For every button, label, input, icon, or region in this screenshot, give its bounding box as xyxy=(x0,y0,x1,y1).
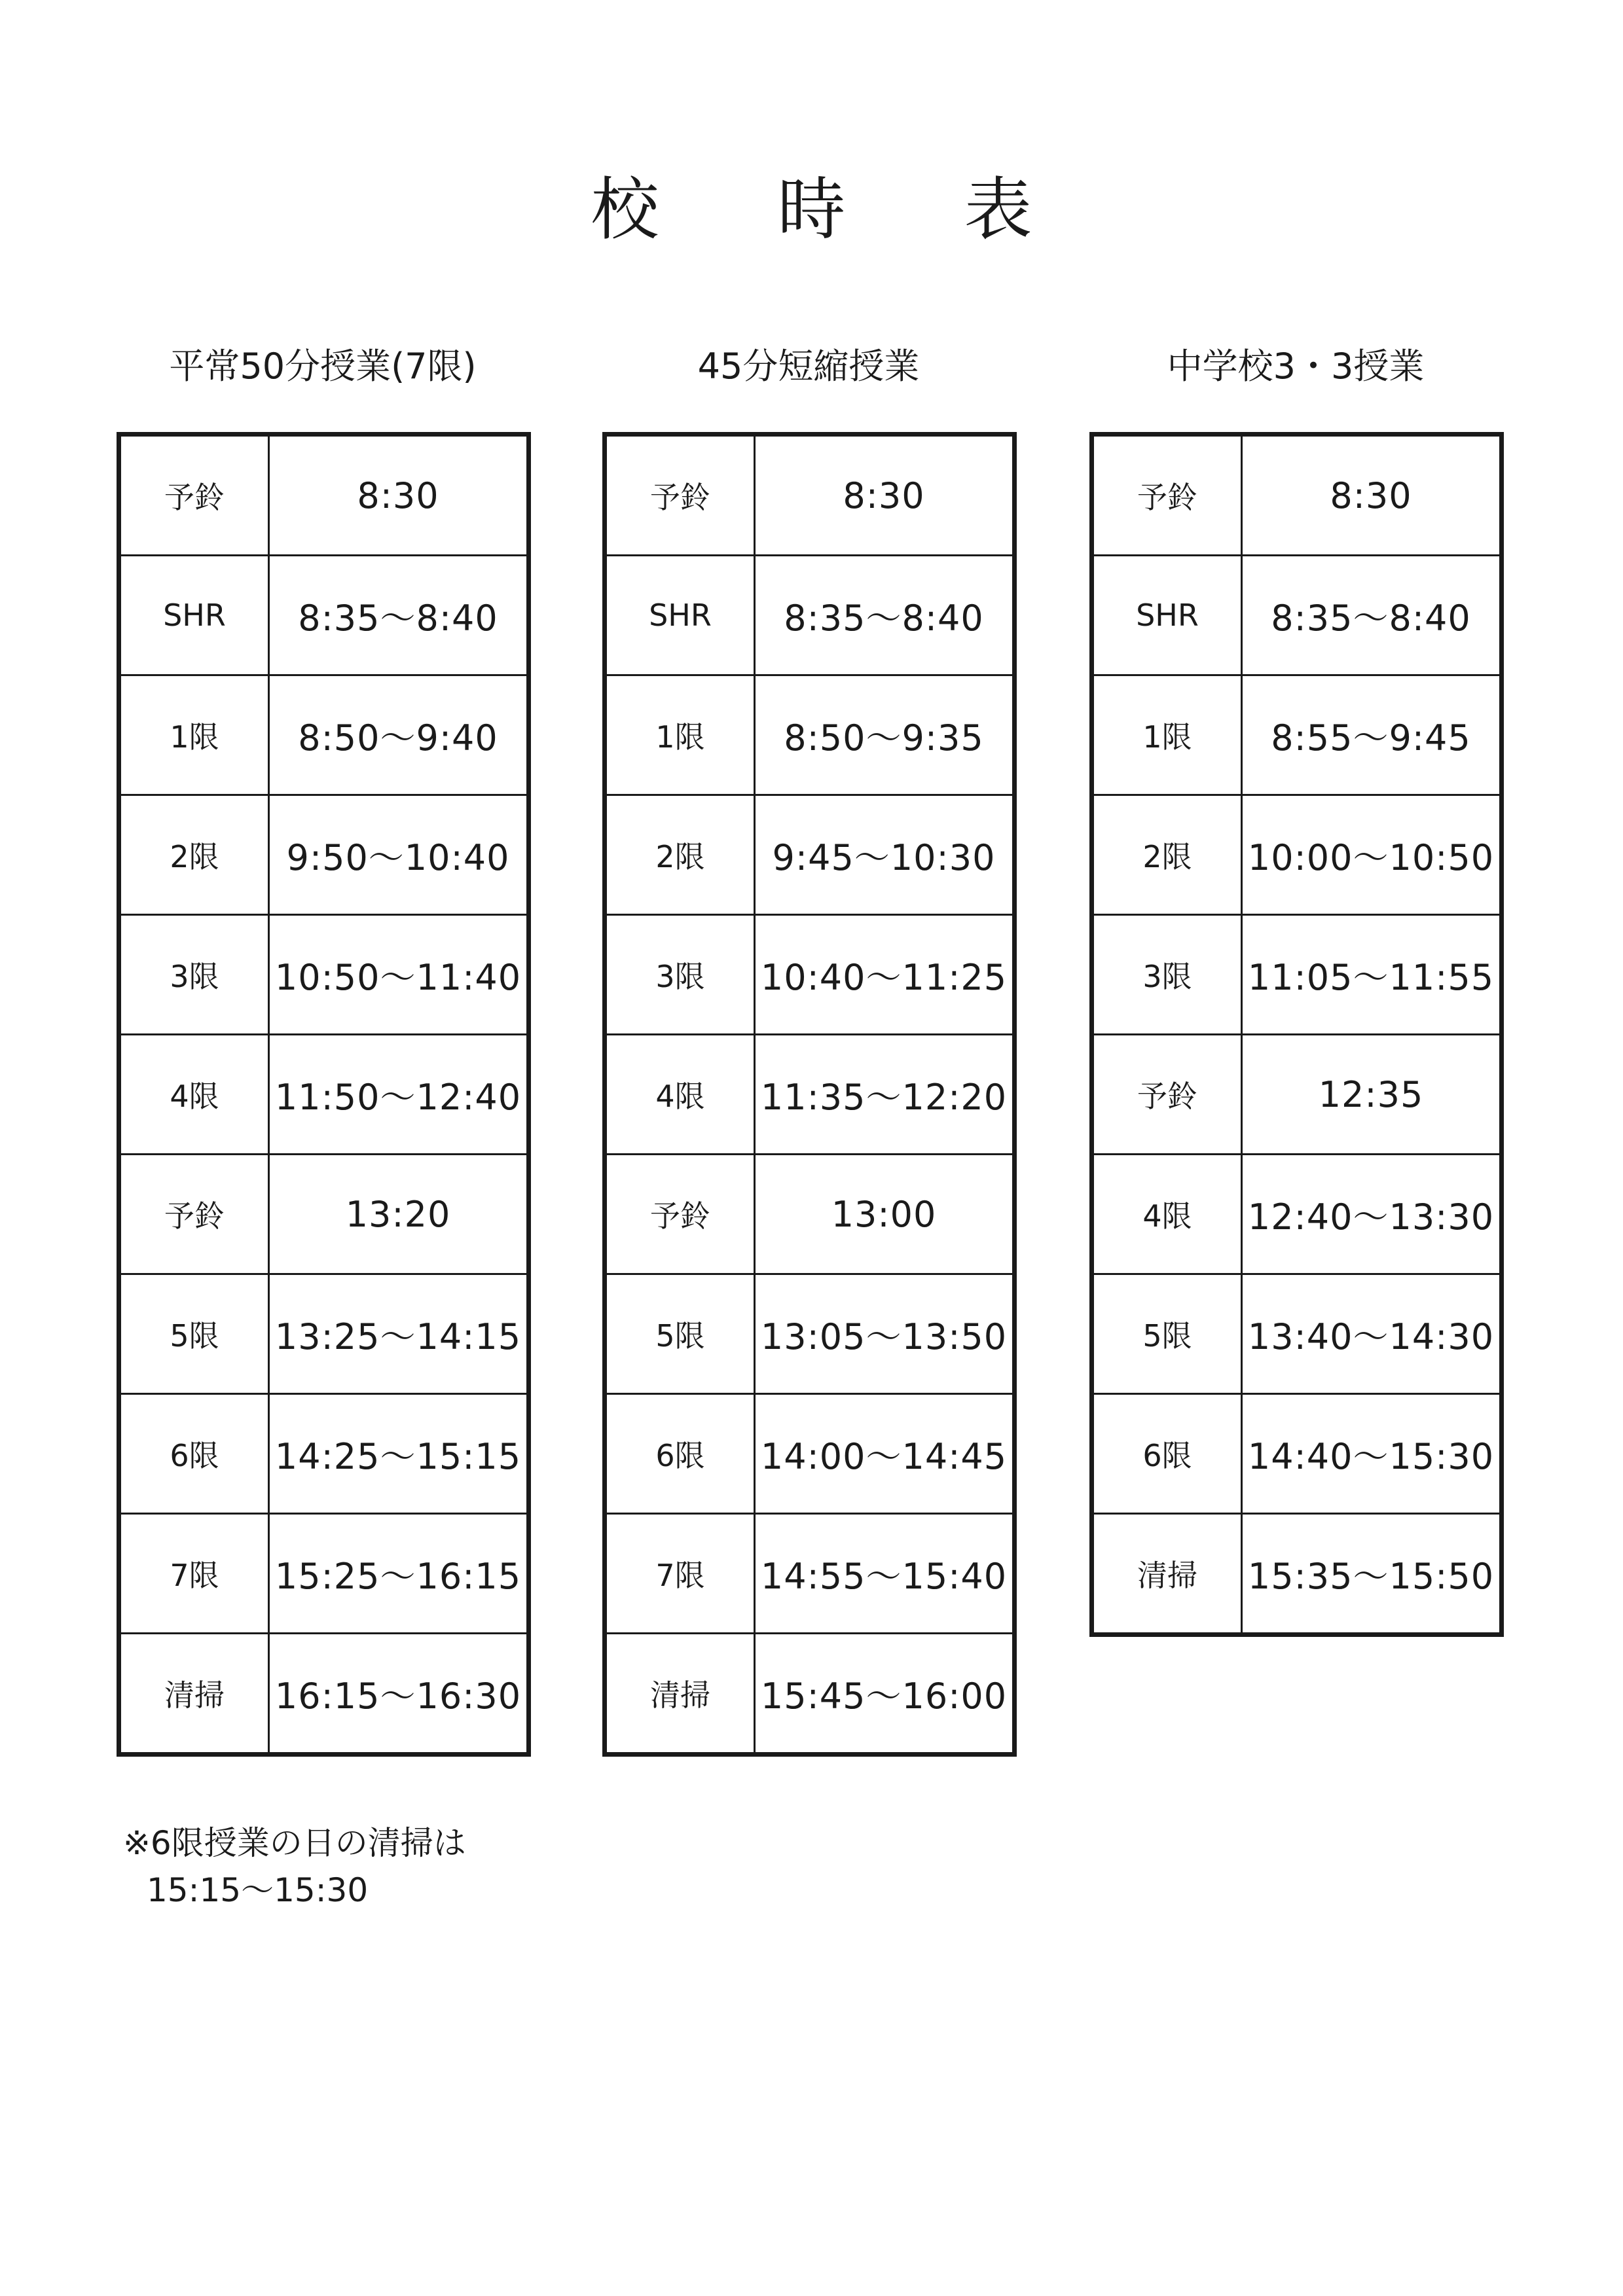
period-time: 15:25〜16:15 xyxy=(269,1514,529,1634)
table-row xyxy=(605,435,1015,556)
period-time: 13:40〜14:30 xyxy=(1242,1274,1502,1394)
period-label: 3限 xyxy=(119,915,269,1035)
schedule-table-regular xyxy=(117,432,531,1757)
period-label: 3限 xyxy=(605,915,755,1035)
period-time: 10:00〜10:50 xyxy=(1242,795,1502,915)
footnote-time: 15:15〜15:30 xyxy=(147,1871,369,1909)
table-row xyxy=(605,795,1015,915)
period-time: 15:35〜15:50 xyxy=(1242,1514,1502,1635)
period-time: 8:30 xyxy=(755,435,1015,556)
schedule-table-junior-high xyxy=(1089,432,1504,1637)
table-row xyxy=(605,1634,1015,1755)
period-time: 8:35〜8:40 xyxy=(755,556,1015,675)
period-label: 清掃 xyxy=(119,1634,269,1755)
period-time: 10:40〜11:25 xyxy=(755,915,1015,1035)
table-row xyxy=(605,556,1015,675)
period-label: 2限 xyxy=(119,795,269,915)
period-label: 4限 xyxy=(119,1035,269,1155)
table-row xyxy=(119,556,529,675)
period-time: 15:45〜16:00 xyxy=(755,1634,1015,1755)
table-row xyxy=(119,1155,529,1274)
period-time: 12:40〜13:30 xyxy=(1242,1155,1502,1274)
period-label: 2限 xyxy=(1092,795,1242,915)
period-time: 13:00 xyxy=(755,1155,1015,1274)
table-row xyxy=(1092,1394,1502,1514)
period-label: 3限 xyxy=(1092,915,1242,1035)
period-label: 予鈴 xyxy=(605,435,755,556)
period-time: 8:55〜9:45 xyxy=(1242,675,1502,795)
table-row xyxy=(1092,915,1502,1035)
table-row xyxy=(1092,1514,1502,1635)
period-label: 予鈴 xyxy=(1092,435,1242,556)
schedule-heading-junior-high: 中学校3・3授業 xyxy=(1167,346,1425,387)
period-time: 14:00〜14:45 xyxy=(755,1394,1015,1514)
schedule-heading-short: 45分短縮授業 xyxy=(697,346,920,387)
period-label: SHR xyxy=(605,556,755,675)
period-time: 14:40〜15:30 xyxy=(1242,1394,1502,1514)
table-row xyxy=(119,915,529,1035)
period-time: 11:35〜12:20 xyxy=(755,1035,1015,1155)
period-label: 4限 xyxy=(1092,1155,1242,1274)
period-label: 清掃 xyxy=(1092,1514,1242,1635)
period-label: 1限 xyxy=(119,675,269,795)
table-row xyxy=(1092,1274,1502,1394)
period-label: 予鈴 xyxy=(119,1155,269,1274)
period-time: 8:30 xyxy=(269,435,529,556)
period-label: 6限 xyxy=(1092,1394,1242,1514)
period-time: 13:25〜14:15 xyxy=(269,1274,529,1394)
period-time: 8:50〜9:35 xyxy=(755,675,1015,795)
table-row xyxy=(605,675,1015,795)
period-label: 予鈴 xyxy=(119,435,269,556)
table-row xyxy=(119,1035,529,1155)
period-time: 13:05〜13:50 xyxy=(755,1274,1015,1394)
footnote xyxy=(123,1820,466,1914)
table-row xyxy=(119,675,529,795)
period-label: SHR xyxy=(119,556,269,675)
period-time: 14:25〜15:15 xyxy=(269,1394,529,1514)
table-row xyxy=(1092,1035,1502,1155)
schedule-heading-regular: 平常50分授業(7限) xyxy=(169,346,477,387)
table-row xyxy=(1092,1155,1502,1274)
table-row xyxy=(1092,435,1502,556)
period-label: 予鈴 xyxy=(605,1155,755,1274)
table-row xyxy=(605,1394,1015,1514)
period-label: SHR xyxy=(1092,556,1242,675)
period-time: 9:45〜10:30 xyxy=(755,795,1015,915)
period-label: 6限 xyxy=(119,1394,269,1514)
table-row xyxy=(119,1634,529,1755)
period-time: 10:50〜11:40 xyxy=(269,915,529,1035)
period-label: 予鈴 xyxy=(1092,1035,1242,1155)
period-time: 11:05〜11:55 xyxy=(1242,915,1502,1035)
period-time: 13:20 xyxy=(269,1155,529,1274)
table-row xyxy=(119,1274,529,1394)
table-row xyxy=(119,435,529,556)
footnote-text: ※6限授業の日の清掃は xyxy=(123,1824,466,1862)
table-row xyxy=(605,915,1015,1035)
table-row xyxy=(1092,795,1502,915)
period-time: 8:35〜8:40 xyxy=(1242,556,1502,675)
period-label: 1限 xyxy=(605,675,755,795)
table-row xyxy=(605,1274,1015,1394)
table-row xyxy=(119,1394,529,1514)
period-label: 7限 xyxy=(605,1514,755,1634)
table-row xyxy=(119,1514,529,1634)
period-label: 2限 xyxy=(605,795,755,915)
period-label: 5限 xyxy=(605,1274,755,1394)
page-title: 校 時 表 xyxy=(591,170,1081,249)
table-row xyxy=(605,1514,1015,1634)
period-label: 1限 xyxy=(1092,675,1242,795)
period-label: 5限 xyxy=(1092,1274,1242,1394)
table-row xyxy=(605,1035,1015,1155)
schedule-table-short xyxy=(602,432,1017,1757)
period-time: 12:35 xyxy=(1242,1035,1502,1155)
period-time: 9:50〜10:40 xyxy=(269,795,529,915)
period-label: 4限 xyxy=(605,1035,755,1155)
period-label: 7限 xyxy=(119,1514,269,1634)
period-label: 清掃 xyxy=(605,1634,755,1755)
period-time: 16:15〜16:30 xyxy=(269,1634,529,1755)
period-label: 6限 xyxy=(605,1394,755,1514)
table-row xyxy=(119,795,529,915)
table-row xyxy=(1092,675,1502,795)
period-time: 11:50〜12:40 xyxy=(269,1035,529,1155)
table-row xyxy=(1092,556,1502,675)
period-label: 5限 xyxy=(119,1274,269,1394)
period-time: 14:55〜15:40 xyxy=(755,1514,1015,1634)
period-time: 8:50〜9:40 xyxy=(269,675,529,795)
period-time: 8:35〜8:40 xyxy=(269,556,529,675)
period-time: 8:30 xyxy=(1242,435,1502,556)
table-row xyxy=(605,1155,1015,1274)
